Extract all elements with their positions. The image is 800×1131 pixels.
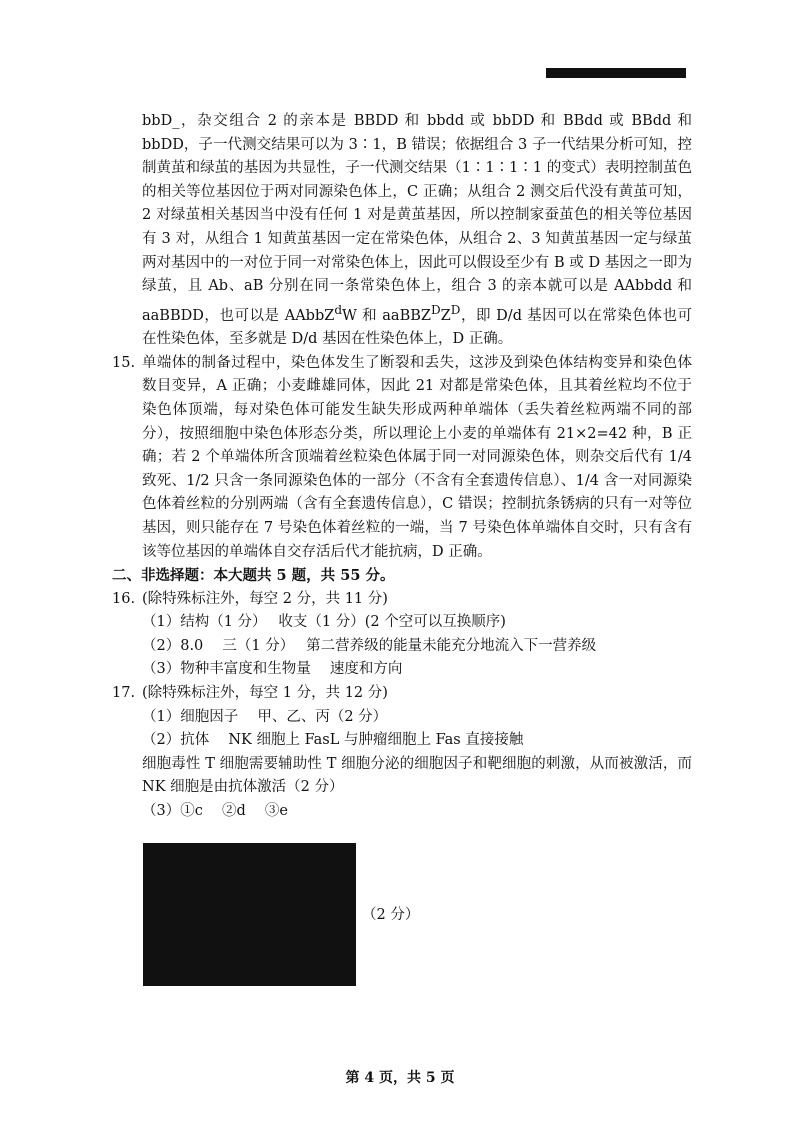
intro-paragraph: bbD_，杂交组合 2 的亲本是 BBDD 和 bbdd 或 bbDD 和 BBdd 或 BBdd 和 bbDD，子一代测交结果可以为 3∶1，B 错误；依据组合 3 子一代结果分析可知，控制黄茧和绿茧的基因为共显性，子一代测交结果（1∶1∶1∶1 的变式）表明控制茧色的相关等位基因位于两对同源染色体上，C 正确；从组合 2 测交后代没有黄茧可知，2 对绿茧相关基因当中没有任何 1 对是黄茧基因，所以控制家蚕茧色的相关等位基因有 3 对，从组合 1 知黄茧基因一定在常染色体，从组合 2、3 知黄茧基因一定与绿茧两对基因中的一对位于同一对常染色体上，因此可以假设至少有 B 或 D 基因之一即为绿茧，且 Ab、aB 分别在同一条常染色体上，组合 3 的亲本就可以是 AAbbdd 和 aaBBDD，也可以是 AAbbZ$^d$W 和 $aaBBZ^DZ^D$，即 D/d 基因可以在常染色体也可在性染色体，至多就是 D/d 基因在性染色体上，D 正确。 xyxy=(142,113,692,348)
answer-line: （3）①c ②d ③e xyxy=(142,803,288,820)
top-black-bar xyxy=(546,68,686,78)
answer-line: （1）结构（1 分） 收支（1 分）(2 个空可以互换顺序) xyxy=(142,614,506,631)
question-header: (除特殊标注外，每空 2 分，共 11 分) xyxy=(142,590,388,607)
question-16 xyxy=(112,588,692,612)
section-heading: 二、非选择题：本大题共 5 题，共 55 分。 xyxy=(112,567,395,585)
question-15 xyxy=(112,352,692,564)
answer-line: （2）抗体 NK 细胞上 FasL 与肿瘤细胞上 Fas 直接接触 xyxy=(142,732,524,749)
question-17 xyxy=(112,682,692,706)
answer-line: （1）细胞因子 甲、乙、丙（2 分） xyxy=(142,708,388,725)
redacted-image xyxy=(143,843,356,986)
question-number: 15. xyxy=(112,354,136,371)
question-answer: 单端体的制备过程中，染色体发生了断裂和丢失，这涉及到染色体结构变异和染色体数目变异，A 正确；小麦雌雄同体，因此 21 对都是常染色体，且其着丝粒均不位于染色体顶端，每对染色体可能发生缺失形成两种单端体（丢失着丝粒两端不同的部分），按照细胞中染色体形态分类，所以理论上小麦的单端体有 21×2=42 种，B 正确；若 2 个单端体所含顶端着丝粒染色体属于同一对同源染色体，则杂交后代有 1/4 致死、1/2 只含一条同源染色体的一部分（不含有全套遗传信息）、1/4 含一对同源染色体着丝粒的分别两端（含有全套遗传信息），C 错误；控制抗条锈病的只有一对等位基因，则只能存在 7 号染色体着丝粒的一端，当 7 号染色体单端体自交时，只有含有该等位基因的单端体自交存活后代才能抗病，D 正确。 xyxy=(142,354,692,560)
answer-line: （2）8.0 三（1 分） 第二营养级的能量未能充分地流入下一营养级 xyxy=(142,637,597,654)
question-header: (除特殊标注外，每空 1 分，共 12 分) xyxy=(142,685,388,702)
question-number: 17. xyxy=(112,685,136,702)
answer-line: 细胞毒性 T 细胞需要辅助性 T 细胞分泌的细胞因子和靶细胞的刺激，从而被激活，而 NK 细胞是由抗体激活（2 分） xyxy=(142,755,692,796)
page-footer: 第 4 页，共 5 页 xyxy=(345,1070,455,1086)
answer-line: （3）物种丰富度和生物量 速度和方向 xyxy=(142,661,403,678)
question-number: 16. xyxy=(112,590,136,607)
score-note: （2 分） xyxy=(362,907,420,923)
page-content xyxy=(112,110,692,824)
